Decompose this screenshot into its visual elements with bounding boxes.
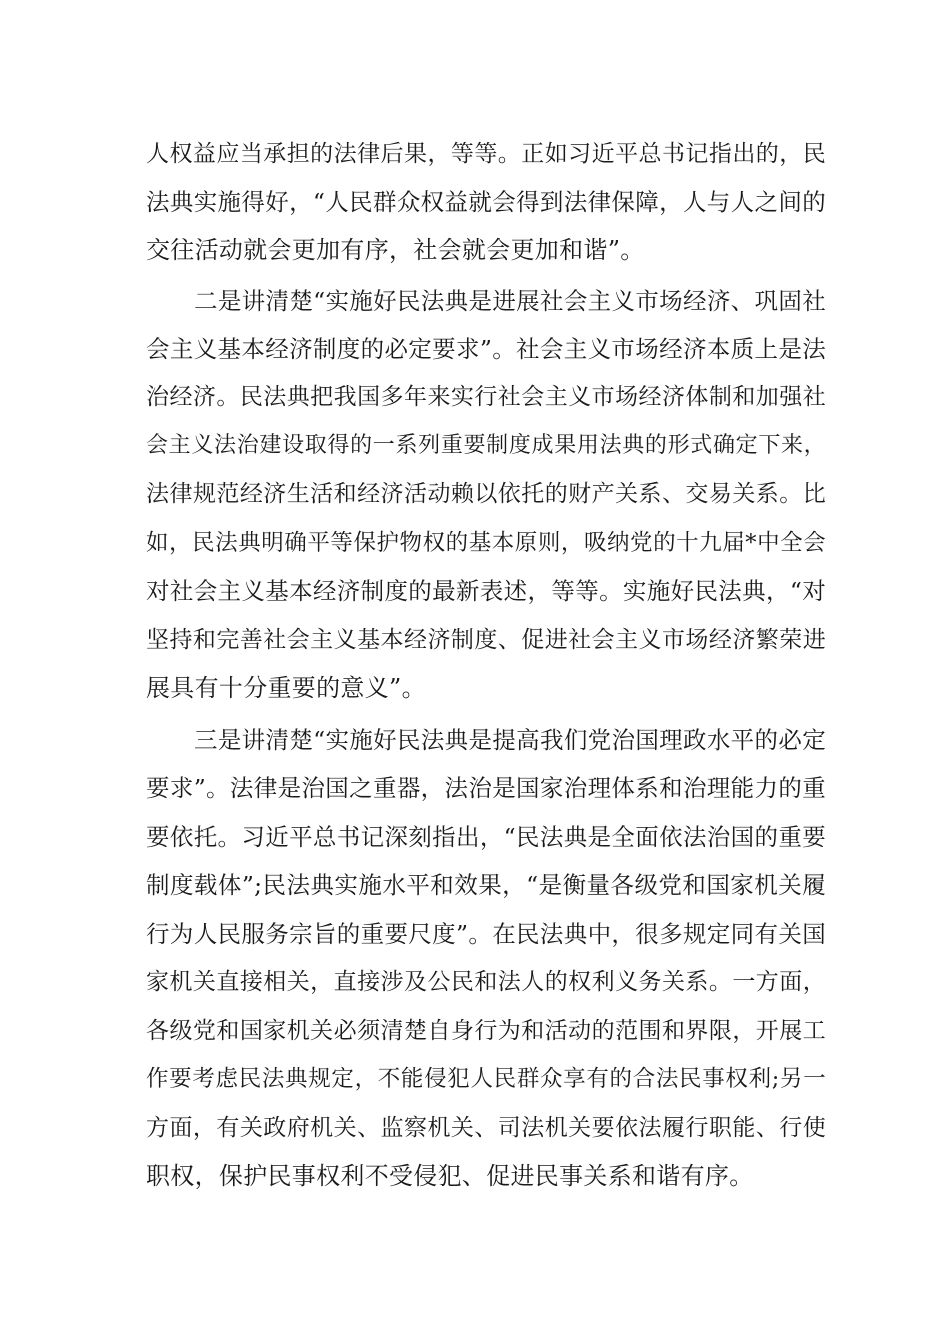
paragraph-start-line: 三是讲清楚“实施好民法典是提高我们党治国理政水平的必定 bbox=[194, 726, 826, 754]
text-line: 作要考虑民法典规定，不能侵犯人民群众享有的合法民事权利;另一 bbox=[146, 1066, 826, 1092]
text-line: 职权，保护民事权利不受侵犯、促进民事关系和谐有序。 bbox=[146, 1162, 754, 1190]
text-line: 展具有十分重要的意义”。 bbox=[146, 674, 426, 702]
text-line: 要依托。习近平总书记深刻指出，“民法典是全面依法治国的重要 bbox=[146, 823, 826, 851]
text-line: 行为人民服务宗旨的重要尺度”。在民法典中，很多规定同有关国 bbox=[146, 920, 826, 948]
text-line: 法典实施得好，“人民群众权益就会得到法律保障，人与人之间的 bbox=[146, 188, 826, 216]
text-line: 人权益应当承担的法律后果，等等。正如习近平总书记指出的，民 bbox=[146, 141, 826, 167]
text-line: 要求”。法律是治国之重器，法治是国家治理体系和治理能力的重 bbox=[146, 774, 826, 802]
text-line: 家机关直接相关，直接涉及公民和法人的权利义务关系。一方面， bbox=[146, 969, 826, 995]
text-line: 方面，有关政府机关、监察机关、司法机关要依法履行职能、行使 bbox=[146, 1115, 826, 1141]
text-line: 对社会主义基本经济制度的最新表述，等等。实施好民法典，“对 bbox=[146, 577, 826, 605]
text-line: 法律规范经济生活和经济活动赖以依托的财产关系、交易关系。比 bbox=[146, 481, 826, 507]
text-line: 交往活动就会更加有序，社会就会更加和谐”。 bbox=[146, 236, 645, 264]
text-line: 制度载体”;民法典实施水平和效果，“是衡量各级党和国家机关履 bbox=[146, 871, 826, 899]
text-line: 坚持和完善社会主义基本经济制度、促进社会主义市场经济繁荣进 bbox=[146, 627, 826, 653]
paragraph-start-line: 二是讲清楚“实施好民法典是进展社会主义市场经济、巩固社 bbox=[194, 287, 826, 315]
text-line: 治经济。民法典把我国多年来实行社会主义市场经济体制和加强社 bbox=[146, 384, 826, 410]
text-line: 各级党和国家机关必须清楚自身行为和活动的范围和界限，开展工 bbox=[146, 1018, 826, 1044]
text-line: 如，民法典明确平等保护物权的基本原则，吸纳党的十九届*中全会 bbox=[146, 530, 826, 556]
text-line: 会主义法治建设取得的一系列重要制度成果用法典的形式确定下来， bbox=[146, 433, 826, 458]
text-line: 会主义基本经济制度的必定要求”。社会主义市场经济本质上是法 bbox=[146, 335, 826, 363]
